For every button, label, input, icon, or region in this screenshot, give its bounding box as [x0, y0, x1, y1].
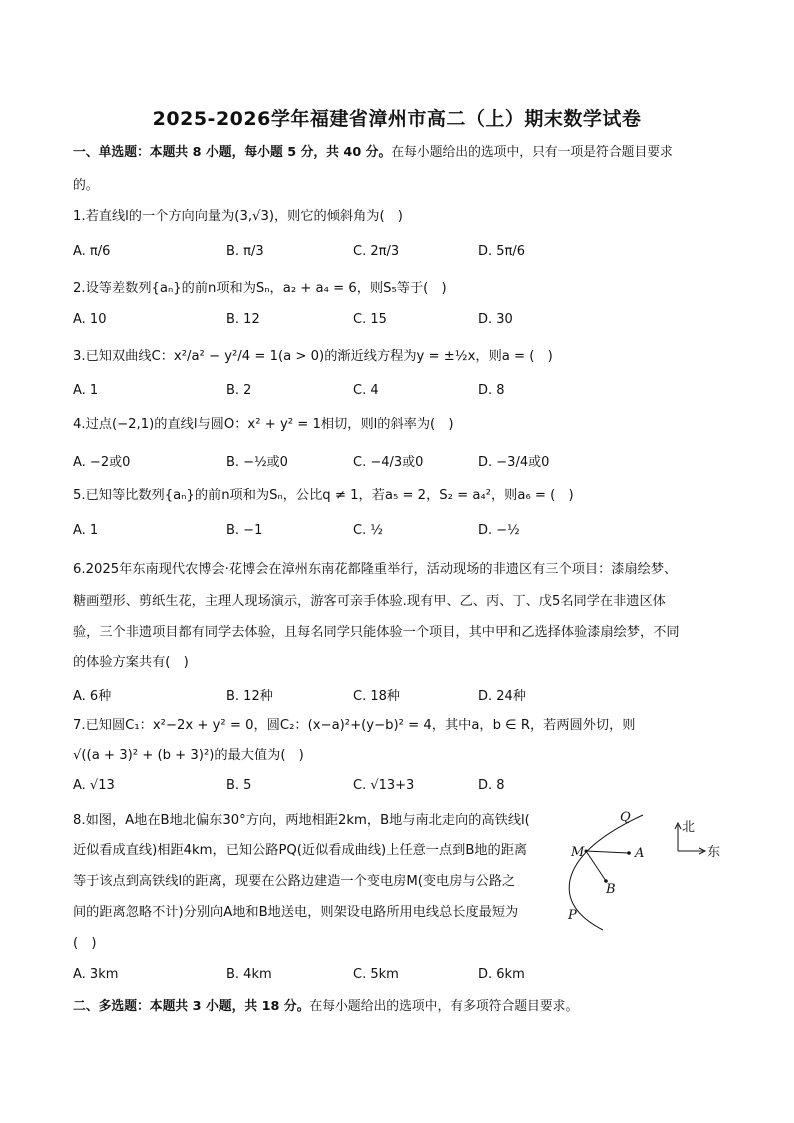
q8-option-a: A. 3km — [73, 967, 119, 982]
q2-option-c: C. 15 — [353, 312, 387, 327]
section1-header — [73, 143, 723, 163]
question-7-line-2: √((a + 3)² + (b + 3)²)的最大值为( ) — [73, 748, 304, 763]
question-2: 2.设等差数列{aₙ}的前n项和为Sₙ，a₂ + a₄ = 6，则S₅等于( ) — [73, 281, 447, 296]
q4-option-a: A. −2或0 — [73, 455, 131, 470]
q1-option-b: B. π/3 — [226, 244, 264, 259]
q8-option-d: D. 6km — [478, 967, 525, 982]
q6-option-a: A. 6种 — [73, 689, 112, 704]
question-8-line-4: 间的距离忽略不计)分别向A地和B地送电，则架设电路所用电线总长度最短为 — [73, 905, 519, 920]
point-a — [627, 851, 631, 855]
section2-header-rest: 在每小题给出的选项中，有多项符合题目要求。 — [309, 999, 579, 1014]
q7-option-b: B. 5 — [226, 778, 252, 793]
question-8-line-2: 近似看成直线)相距4km，已知公路PQ(近似看成曲线)上任意一点到B地的距离 — [73, 843, 528, 858]
label-m: M — [571, 845, 585, 860]
q5-option-b: B. −1 — [226, 523, 263, 538]
q4-option-c: C. −4/3或0 — [353, 455, 424, 470]
question-6-line-1: 6.2025年东南现代农博会·花博会在漳州东南花都隆重举行，活动现场的非遗区有三个项目：漆扇绘梦、 — [73, 562, 678, 577]
q3-option-c: C. 4 — [353, 383, 379, 398]
question-8-options — [73, 967, 723, 989]
q7-option-d: D. 8 — [478, 778, 505, 793]
segment-ma — [586, 851, 628, 853]
question-8-line-5: ( ) — [73, 936, 97, 951]
question-3: 3.已知双曲线C：x²/a² − y²/4 = 1(a > 0)的渐近线方程为y = ±½x，则a = ( ) — [73, 349, 553, 364]
question-8-line-1: 8.如图，A地在B地北偏东30°方向，两地相距2km，B地与南北走向的高铁线l( — [73, 813, 530, 828]
road-curve-pq — [569, 815, 643, 930]
q5-option-c: C. ½ — [353, 523, 383, 538]
label-p: P — [568, 908, 577, 923]
q1-option-c: C. 2π/3 — [353, 244, 400, 259]
question-5-options — [73, 523, 723, 545]
q7-option-a: A. √13 — [73, 778, 115, 793]
section2-header-bold: 二、多选题：本题共 3 小题，共 18 分。 — [73, 999, 310, 1014]
question-8-line-3: 等于该点到高铁线l的距离，现要在公路边建造一个变电房M(变电房与公路之 — [73, 874, 516, 889]
q1-option-a: A. π/6 — [73, 244, 111, 259]
section1-header-bold: 一、单选题：本题共 8 小题，每小题 5 分，共 40 分。 — [73, 145, 392, 160]
label-north: 北 — [682, 820, 696, 835]
question-6-line-3: 验，三个非遗项目都有同学去体验，且每名同学只能体验一个项目，其中甲和乙选择体验漆扇绘梦，不同 — [73, 625, 680, 640]
label-b: B — [606, 882, 616, 897]
q8-option-b: B. 4km — [226, 967, 272, 982]
question-6-line-2: 糖画塑形、剪纸生花，主理人现场演示，游客可亲手体验.现有甲、乙、丙、丁、戊5名同学在非遗区体 — [73, 594, 666, 609]
label-q: Q — [620, 810, 631, 825]
q3-option-a: A. 1 — [73, 383, 99, 398]
page-title: 2025-2026学年福建省漳州市高二（上）期末数学试卷 — [152, 108, 642, 130]
q2-option-d: D. 30 — [478, 312, 513, 327]
q8-option-c: C. 5km — [353, 967, 399, 982]
q3-option-b: B. 2 — [226, 383, 252, 398]
question-4-options — [73, 451, 723, 473]
question-2-options — [73, 312, 723, 334]
section1-header-cont: 的。 — [73, 178, 99, 193]
question-3-options — [73, 383, 723, 405]
question-7-line-1: 7.已知圆C₁：x²−2x + y² = 0，圆C₂：(x−a)²+(y−b)² = 4，其中a，b ∈ R，若两圆外切，则 — [73, 718, 636, 733]
segment-mb — [586, 851, 606, 881]
question-1: 1.若直线l的一个方向向量为(3,√3)，则它的倾斜角为( ) — [73, 209, 403, 224]
q6-option-b: B. 12种 — [226, 689, 273, 704]
section1-header-rest: 在每小题给出的选项中，只有一项是符合题目要求 — [391, 145, 673, 160]
point-m — [585, 850, 588, 853]
q4-option-b: B. −½或0 — [226, 455, 288, 470]
q5-option-d: D. −½ — [478, 523, 520, 538]
question-1-options — [73, 244, 723, 266]
label-a: A — [635, 846, 645, 861]
question-7-options — [73, 778, 723, 800]
label-east: 东 — [707, 845, 721, 860]
section2-header — [73, 997, 723, 1017]
q4-option-d: D. −3/4或0 — [478, 455, 550, 470]
q7-option-c: C. √13+3 — [353, 778, 415, 793]
q6-option-d: D. 24种 — [478, 689, 526, 704]
q3-option-d: D. 8 — [478, 383, 505, 398]
q6-option-c: C. 18种 — [353, 689, 400, 704]
q5-option-a: A. 1 — [73, 523, 99, 538]
q2-option-a: A. 10 — [73, 312, 107, 327]
q1-option-d: D. 5π/6 — [478, 244, 526, 259]
question-6-options — [73, 685, 723, 707]
question-6-line-4: 的体验方案共有( ) — [73, 655, 189, 670]
question-4: 4.过点(−2,1)的直线l与圆O：x² + y² = 1相切，则l的斜率为( ) — [73, 417, 454, 432]
question-5: 5.已知等比数列{aₙ}的前n项和为Sₙ，公比q ≠ 1，若a₅ = 2，S₂ = a₄²，则a₆ = ( ) — [73, 488, 574, 503]
q2-option-b: B. 12 — [226, 312, 260, 327]
question-8-diagram — [558, 805, 728, 935]
